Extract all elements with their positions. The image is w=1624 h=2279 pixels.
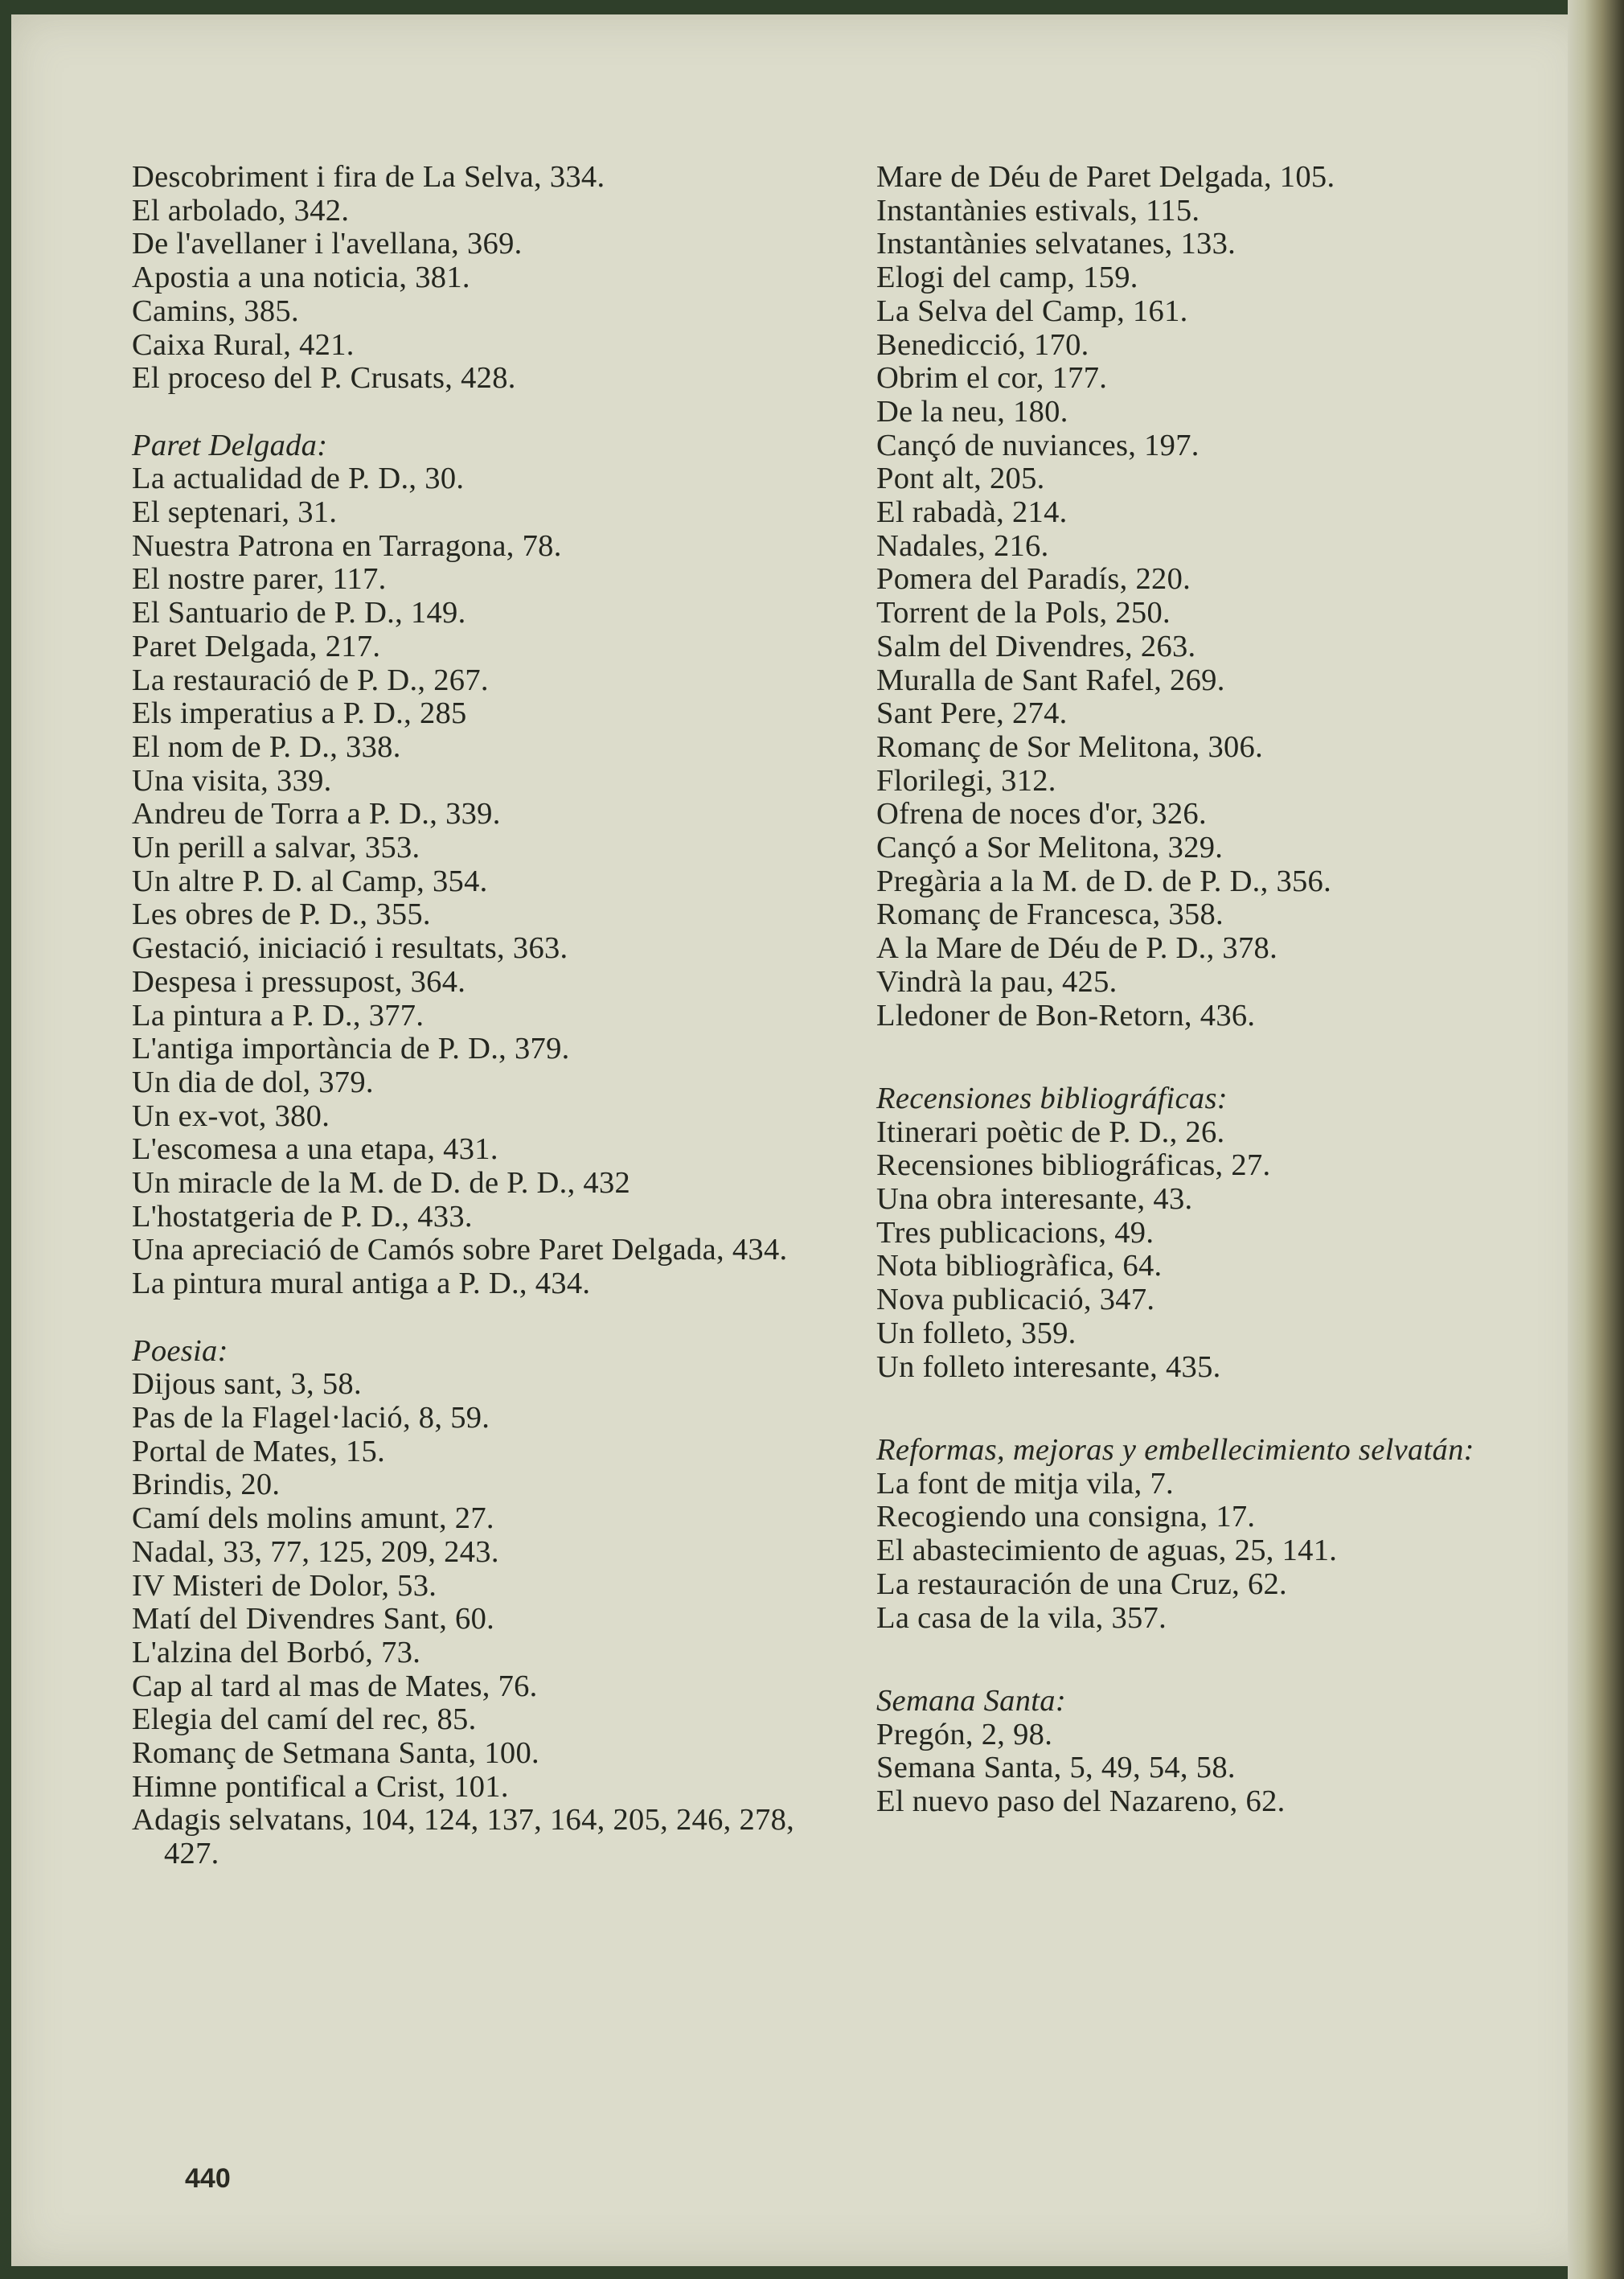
index-entry: Nuestra Patrona en Tarragona, 78. (132, 528, 562, 563)
page-number: 440 (185, 2163, 231, 2194)
index-entry: El nom de P. D., 338. (132, 729, 401, 764)
index-entry: El proceso del P. Crusats, 428. (132, 361, 516, 396)
index-entry: De la neu, 180. (876, 394, 1068, 429)
index-entry: Romanç de Setmana Santa, 100. (132, 1736, 539, 1771)
index-entry: Romanç de Sor Melitona, 306. (876, 729, 1264, 764)
index-entry: Pregón, 2, 98. (876, 1717, 1053, 1751)
index-entry: Un perill a salvar, 353. (132, 831, 420, 865)
index-entry: La Selva del Camp, 161. (876, 294, 1188, 328)
index-entry: Instantànies estivals, 115. (876, 193, 1200, 228)
poesia-entries (132, 1368, 815, 1871)
index-entry: El arbolado, 342. (132, 193, 350, 228)
index-entry: Recensiones bibliográficas, 27. (876, 1148, 1271, 1183)
index-entry: L'antiga importància de P. D., 379. (132, 1032, 570, 1066)
index-entry: Nova publicació, 347. (876, 1283, 1155, 1317)
index-entry: Brindis, 20. (132, 1468, 281, 1502)
index-entry: Una obra interesante, 43. (876, 1182, 1193, 1217)
index-entry: Ofrena de noces d'or, 326. (876, 797, 1207, 832)
index-entry: Andreu de Torra a P. D., 339. (132, 797, 501, 832)
index-entry: Els imperatius a P. D., 285 (132, 696, 467, 731)
index-entry: Cançó a Sor Melitona, 329. (876, 831, 1224, 865)
index-entry: Caixa Rural, 421. (132, 327, 355, 362)
index-entry: Nadales, 216. (876, 528, 1049, 563)
index-entry: Pregària a la M. de D. de P. D., 356. (876, 864, 1332, 898)
index-entry: La pintura mural antiga a P. D., 434. (132, 1267, 591, 1301)
index-entry: Apostia a una noticia, 381. (132, 261, 470, 295)
index-column-left (132, 161, 815, 1871)
section-heading-semana-santa: Semana Santa: (876, 1683, 1066, 1718)
index-entry: El abastecimiento de aguas, 25, 141. (876, 1534, 1338, 1568)
index-entry: Semana Santa, 5, 49, 54, 58. (876, 1751, 1236, 1785)
section-heading-reformas: Reformas, mejoras y embellecimiento selvatán: (876, 1432, 1474, 1467)
index-entry: Lledoner de Bon-Retorn, 436. (876, 998, 1256, 1033)
index-entry: Despesa i pressupost, 364. (132, 964, 466, 999)
index-entry: Pomera del Paradís, 220. (876, 562, 1191, 597)
index-entry: Tres publicacions, 49. (876, 1215, 1154, 1250)
section-heading-paret-delgada: Paret Delgada: (132, 428, 328, 462)
section-heading-recensiones: Recensiones bibliográficas: (876, 1081, 1228, 1115)
index-entry: Un folleto, 359. (876, 1316, 1077, 1350)
index-entry: Elogi del camp, 159. (876, 261, 1138, 295)
index-entry: L'hostatgeria de P. D., 433. (132, 1199, 473, 1234)
index-entry: Un miracle de la M. de D. de P. D., 432 (132, 1166, 631, 1201)
index-entry: Instantànies selvatanes, 133. (876, 227, 1236, 261)
index-entry: El Santuario de P. D., 149. (132, 596, 466, 630)
index-entry: Salm del Divendres, 263. (876, 629, 1196, 663)
index-entry: La pintura a P. D., 377. (132, 998, 424, 1033)
index-entry: El nostre parer, 117. (132, 562, 387, 597)
paret-delgada-entries (132, 462, 815, 1301)
index-entry: Sant Pere, 274. (876, 696, 1068, 731)
index-entry: El septenari, 31. (132, 495, 338, 530)
index-entry: Recogiendo una consigna, 17. (876, 1500, 1256, 1534)
index-entry: Cap al tard al mas de Mates, 76. (132, 1669, 538, 1703)
index-entry: Itinerari poètic de P. D., 26. (876, 1115, 1225, 1149)
index-entry: Florilegi, 312. (876, 763, 1056, 798)
index-entry: La restauración de una Cruz, 62. (876, 1567, 1287, 1601)
index-entry: Camí dels molins amunt, 27. (132, 1501, 494, 1536)
index-entry: Un dia de dol, 379. (132, 1065, 374, 1099)
index-entry: La casa de la vila, 357. (876, 1600, 1167, 1635)
index-entry: Pont alt, 205. (876, 462, 1045, 496)
index-entry: Un folleto interesante, 435. (876, 1349, 1221, 1384)
index-entry: De l'avellaner i l'avellana, 369. (132, 227, 523, 261)
index-entry: Descobriment i fira de La Selva, 334. (132, 160, 605, 194)
index-entry: Nota bibliogràfica, 64. (876, 1249, 1163, 1283)
section-heading-poesia: Poesia: (132, 1333, 228, 1368)
index-entry: Dijous sant, 3, 58. (132, 1367, 362, 1402)
index-entry: Portal de Mates, 15. (132, 1434, 386, 1468)
index-entry: L'escomesa a una etapa, 431. (132, 1132, 498, 1167)
index-entry: Una apreciació de Camós sobre Paret Delgada, 434. (132, 1233, 788, 1267)
index-entry: L'alzina del Borbó, 73. (132, 1635, 421, 1669)
poesia-continued-entries (876, 161, 1568, 1033)
index-entry: Paret Delgada, 217. (132, 629, 381, 663)
index-entry: Cançó de nuviances, 197. (876, 428, 1200, 462)
index-entry: Nadal, 33, 77, 125, 209, 243. (132, 1534, 499, 1569)
index-entry: Pas de la Flagel·lació, 8, 59. (132, 1400, 490, 1435)
index-entry: El rabadà, 214. (876, 495, 1068, 530)
index-entry: Un altre P. D. al Camp, 354. (132, 864, 488, 898)
index-entry: El nuevo paso del Nazareno, 62. (876, 1784, 1286, 1818)
index-entry: Matí del Divendres Sant, 60. (132, 1602, 495, 1636)
index-entry: La actualidad de P. D., 30. (132, 462, 465, 496)
book-spine (1568, 0, 1624, 2279)
index-entry: La restauració de P. D., 267. (132, 663, 489, 697)
intro-entries (132, 161, 815, 396)
index-entry: Mare de Déu de Paret Delgada, 105. (876, 160, 1335, 194)
index-entry: Un ex-vot, 380. (132, 1098, 330, 1133)
index-entry: A la Mare de Déu de P. D., 378. (876, 931, 1278, 966)
index-entry: Muralla de Sant Rafel, 269. (876, 663, 1225, 697)
index-entry: Camins, 385. (132, 294, 299, 328)
index-entry: Benedicció, 170. (876, 327, 1089, 362)
recensiones-entries (876, 1116, 1568, 1385)
reformas-entries (876, 1468, 1568, 1636)
index-entry: Una visita, 339. (132, 763, 332, 798)
index-entry: Vindrà la pau, 425. (876, 964, 1118, 999)
semana-santa-entries (876, 1718, 1568, 1819)
index-entry: Torrent de la Pols, 250. (876, 596, 1171, 630)
index-entry: Obrim el cor, 177. (876, 361, 1108, 396)
index-entry: Elegia del camí del rec, 85. (132, 1702, 477, 1737)
index-entry: Gestació, iniciació i resultats, 363. (132, 931, 568, 966)
index-entry: Himne pontifical a Crist, 101. (132, 1769, 509, 1804)
index-entry: Les obres de P. D., 355. (132, 897, 431, 932)
index-entry: Adagis selvatans, 104, 124, 137, 164, 205, 246, 278, 427. (132, 1803, 795, 1871)
index-entry: La font de mitja vila, 7. (876, 1466, 1174, 1501)
index-column-right (876, 161, 1568, 1819)
index-entry: IV Misteri de Dolor, 53. (132, 1568, 437, 1603)
index-entry: Romanç de Francesca, 358. (876, 897, 1224, 932)
